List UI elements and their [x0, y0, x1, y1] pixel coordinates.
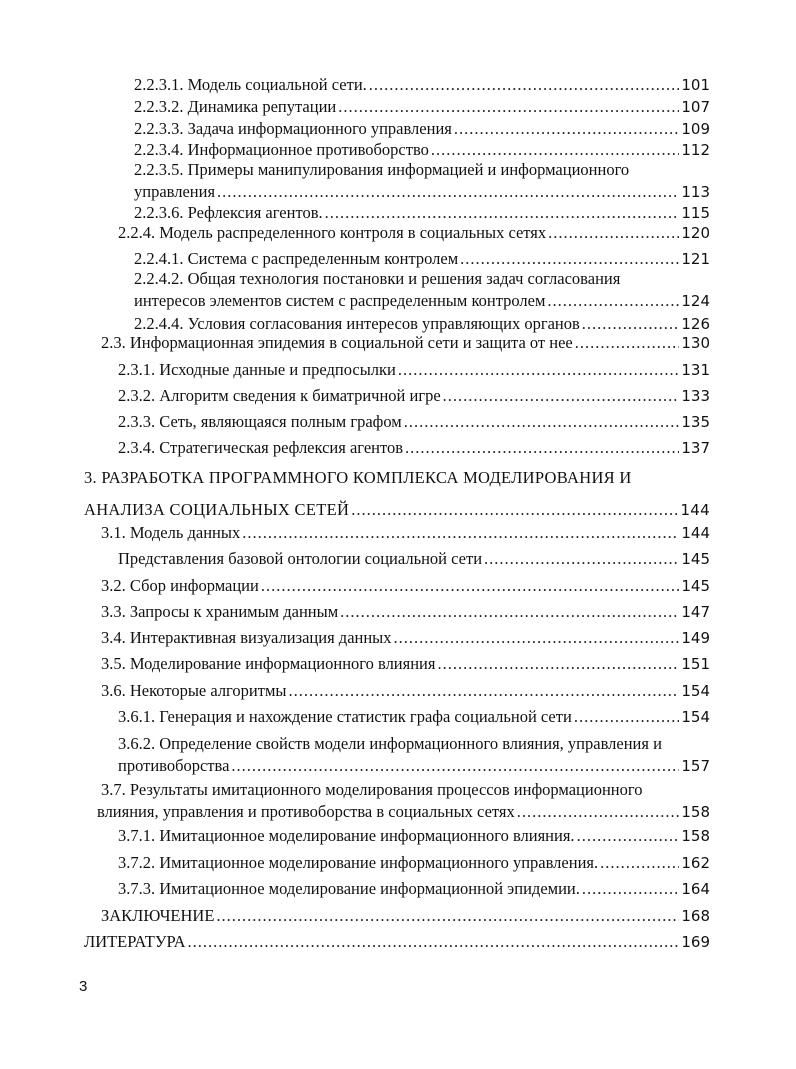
toc-entry-3-7-1: [118, 825, 710, 847]
toc-leader: [340, 601, 679, 623]
toc-leader: [216, 905, 679, 927]
toc-entry-page: 137: [681, 439, 710, 457]
toc-entry-page: 144: [681, 524, 710, 542]
toc-entry-page: 135: [681, 413, 710, 431]
toc-leader: [398, 359, 680, 381]
toc-entry-3-7-2: [118, 852, 710, 874]
toc-entry-literature: [84, 931, 710, 953]
toc-entry-3: [84, 462, 710, 526]
toc-entry-title: 3.2. Сбор информации: [101, 576, 259, 595]
toc-leader: [600, 852, 679, 874]
toc-entry-2-2-3-6: [134, 202, 710, 224]
toc-entry-title: ЛИТЕРАТУРА: [84, 932, 186, 951]
toc-entry-3-1: [101, 522, 710, 544]
toc-entry-title-line2: противоборства: [118, 756, 230, 775]
toc-entry-title: 2.2.4.4. Условия согласования интересов управляющих органов: [134, 314, 580, 333]
toc-leader: [437, 653, 679, 675]
toc-leader: [517, 801, 680, 823]
toc-entry-title-line1: 2.2.3.5. Примеры манипулирования информацией и информационного: [134, 160, 630, 179]
toc-entry-page: 169: [681, 933, 710, 951]
toc-entry-2-3-3: [118, 411, 710, 433]
toc-leader: [394, 627, 680, 649]
toc-entry-title: 3.4. Интерактивная визуализация данных: [101, 628, 392, 647]
toc-entry-page: 164: [681, 880, 710, 898]
toc-entry-title: 2.3.1. Исходные данные и предпосылки: [118, 360, 396, 379]
toc-entry-page: 131: [681, 361, 710, 379]
toc-leader: [188, 931, 680, 953]
toc-entry-2-2-3-5: [134, 159, 710, 203]
toc-entry-page: 121: [681, 250, 710, 268]
toc-entry-3-7-3: [118, 878, 710, 900]
toc-entry-title: 3.7.1. Имитационное моделирование информационного влияния.: [118, 826, 575, 845]
toc-entry-page: 124: [681, 292, 710, 310]
toc-entry-title: 2.2.3.2. Динамика репутации: [134, 97, 337, 116]
toc-entry-page: 158: [681, 803, 710, 821]
toc-entry-page: 112: [681, 141, 710, 159]
toc-entry-title: 3.6. Некоторые алгоритмы: [101, 681, 287, 700]
toc-entry-title-line2: интересов элементов систем с распределенным контролем: [134, 291, 546, 310]
toc-entry-page: 144: [680, 501, 710, 519]
toc-entry-2-3: [101, 332, 710, 354]
toc-entry-page: 145: [681, 550, 710, 568]
toc-entry-page: 162: [681, 854, 710, 872]
toc-entry-title: 2.2.4. Модель распределенного контроля в социальных сетях: [118, 223, 547, 242]
toc-entry-title-line1: 3. РАЗРАБОТКА ПРОГРАММНОГО КОМПЛЕКСА МОДЕЛИРОВАНИЯ И: [84, 468, 632, 487]
toc-entry-3-4: [101, 627, 710, 649]
toc-leader: [460, 248, 679, 270]
toc-leader: [369, 74, 680, 96]
toc-entry-3-1-ontology: [118, 548, 710, 570]
toc-entry-page: 158: [681, 827, 710, 845]
page-number: 3: [79, 978, 88, 995]
toc-entry-2-2-3-4: [134, 139, 710, 161]
toc-entry-2-3-4: [118, 437, 710, 459]
toc-leader: [404, 411, 680, 433]
toc-entry-page: 107: [681, 98, 710, 116]
toc-entry-page: 133: [681, 387, 710, 405]
toc-entry-title-line1: 3.6.2. Определение свойств модели информационного влияния, управления и: [118, 734, 662, 753]
toc-leader: [338, 96, 679, 118]
toc-entry-3-6: [101, 680, 710, 702]
toc-leader: [577, 825, 680, 847]
toc-leader: [582, 878, 679, 900]
toc-entry-title: 2.2.3.4. Информационное противоборство: [134, 140, 429, 159]
toc-leader: [405, 437, 679, 459]
toc-entry-page: 147: [681, 603, 710, 621]
toc-entry-title: 2.2.3.6. Рефлексия агентов.: [134, 203, 323, 222]
toc-leader: [242, 522, 679, 544]
toc-leader: [575, 332, 680, 354]
toc-entry-title: 3.6.1. Генерация и нахождение статистик графа социальной сети: [118, 707, 572, 726]
toc-leader: [325, 202, 680, 224]
toc-leader: [261, 575, 680, 597]
toc-entry-page: 154: [681, 682, 710, 700]
toc-entry-2-2-3-2: [134, 96, 710, 118]
toc-leader: [547, 290, 679, 312]
toc-entry-2-3-2: [118, 385, 710, 407]
toc-entry-title: 3.1. Модель данных: [101, 523, 241, 542]
toc-entry-page: 149: [681, 629, 710, 647]
toc-entry-conclusion: [101, 905, 710, 927]
toc-entry-title: 3.3. Запросы к хранимым данным: [101, 602, 339, 621]
toc-entry-title: ЗАКЛЮЧЕНИЕ: [101, 906, 215, 925]
toc-entry-3-6-1: [118, 706, 710, 728]
toc-leader: [574, 706, 680, 728]
toc-entry-title: 2.2.3.3. Задача информационного управления: [134, 119, 452, 138]
toc-entry-page: 101: [681, 76, 710, 94]
toc-entry-2-2-4: [118, 222, 710, 244]
toc-entry-3-3: [101, 601, 710, 623]
toc-entry-page: 154: [681, 708, 710, 726]
toc-entry-page: 145: [681, 577, 710, 595]
toc-entry-title-line2: АНАЛИЗА СОЦИАЛЬНЫХ СЕТЕЙ: [84, 500, 350, 519]
toc-entry-page: 130: [681, 334, 710, 352]
toc-entry-title-line2: управления: [134, 182, 216, 201]
toc-leader: [548, 222, 679, 244]
toc-entry-title-line1: 2.2.4.2. Общая технология постановки и решения задач согласования: [134, 269, 621, 288]
toc-entry-title: 2.3.3. Сеть, являющаяся полным графом: [118, 412, 402, 431]
toc-entry-page: 120: [681, 224, 710, 242]
toc-entry-2-2-4-1: [134, 248, 710, 270]
toc-leader: [431, 139, 679, 161]
toc-leader: [217, 181, 679, 203]
toc-leader: [484, 548, 679, 570]
toc-leader: [231, 755, 679, 777]
toc-leader: [443, 385, 680, 407]
toc-entry-2-2-3-3: [134, 118, 710, 140]
toc-entry-title-line2: влияния, управления и противоборства в социальных сетях: [97, 802, 515, 821]
toc-entry-2-3-1: [118, 359, 710, 381]
toc-entry-title: 2.2.4.1. Система с распределенным контролем: [134, 249, 459, 268]
toc-entry-title: 2.3.2. Алгоритм сведения к биматричной игре: [118, 386, 441, 405]
toc-entry-3-7: [97, 779, 710, 823]
toc-entry-3-5: [101, 653, 710, 675]
toc-entry-page: 157: [681, 757, 710, 775]
toc-entry-title: 2.3.4. Стратегическая рефлексия агентов: [118, 438, 404, 457]
toc-entry-page: 115: [681, 204, 710, 222]
toc-entry-title: 2.3. Информационная эпидемия в социальной сети и защита от нее: [101, 333, 573, 352]
toc-entry-title: 3.5. Моделирование информационного влияния: [101, 654, 436, 673]
toc-leader: [288, 680, 679, 702]
toc-entry-2-2-4-2: [134, 268, 710, 312]
toc-entry-title: 3.7.3. Имитационное моделирование информационной эпидемии.: [118, 879, 580, 898]
toc-entry-title-line1: 3.7. Результаты имитационного моделирования процессов информационного: [101, 780, 643, 799]
toc-entry-page: 109: [681, 120, 710, 138]
toc-entry-3-6-2: [118, 733, 710, 777]
toc-entry-page: 151: [681, 655, 710, 673]
toc-entry-page: 113: [681, 183, 710, 201]
toc-entry-title: Представления базовой онтологии социальной сети: [118, 549, 483, 568]
toc-leader: [454, 118, 680, 140]
toc-entry-2-2-3-1: [134, 74, 710, 96]
toc-entry-page: 168: [681, 907, 710, 925]
toc-entry-title: 2.2.3.1. Модель социальной сети.: [134, 75, 367, 94]
toc-entry-title: 3.7.2. Имитационное моделирование информационного управления.: [118, 853, 599, 872]
toc-entry-page: 126: [681, 315, 710, 333]
toc-entry-3-2: [101, 575, 710, 597]
